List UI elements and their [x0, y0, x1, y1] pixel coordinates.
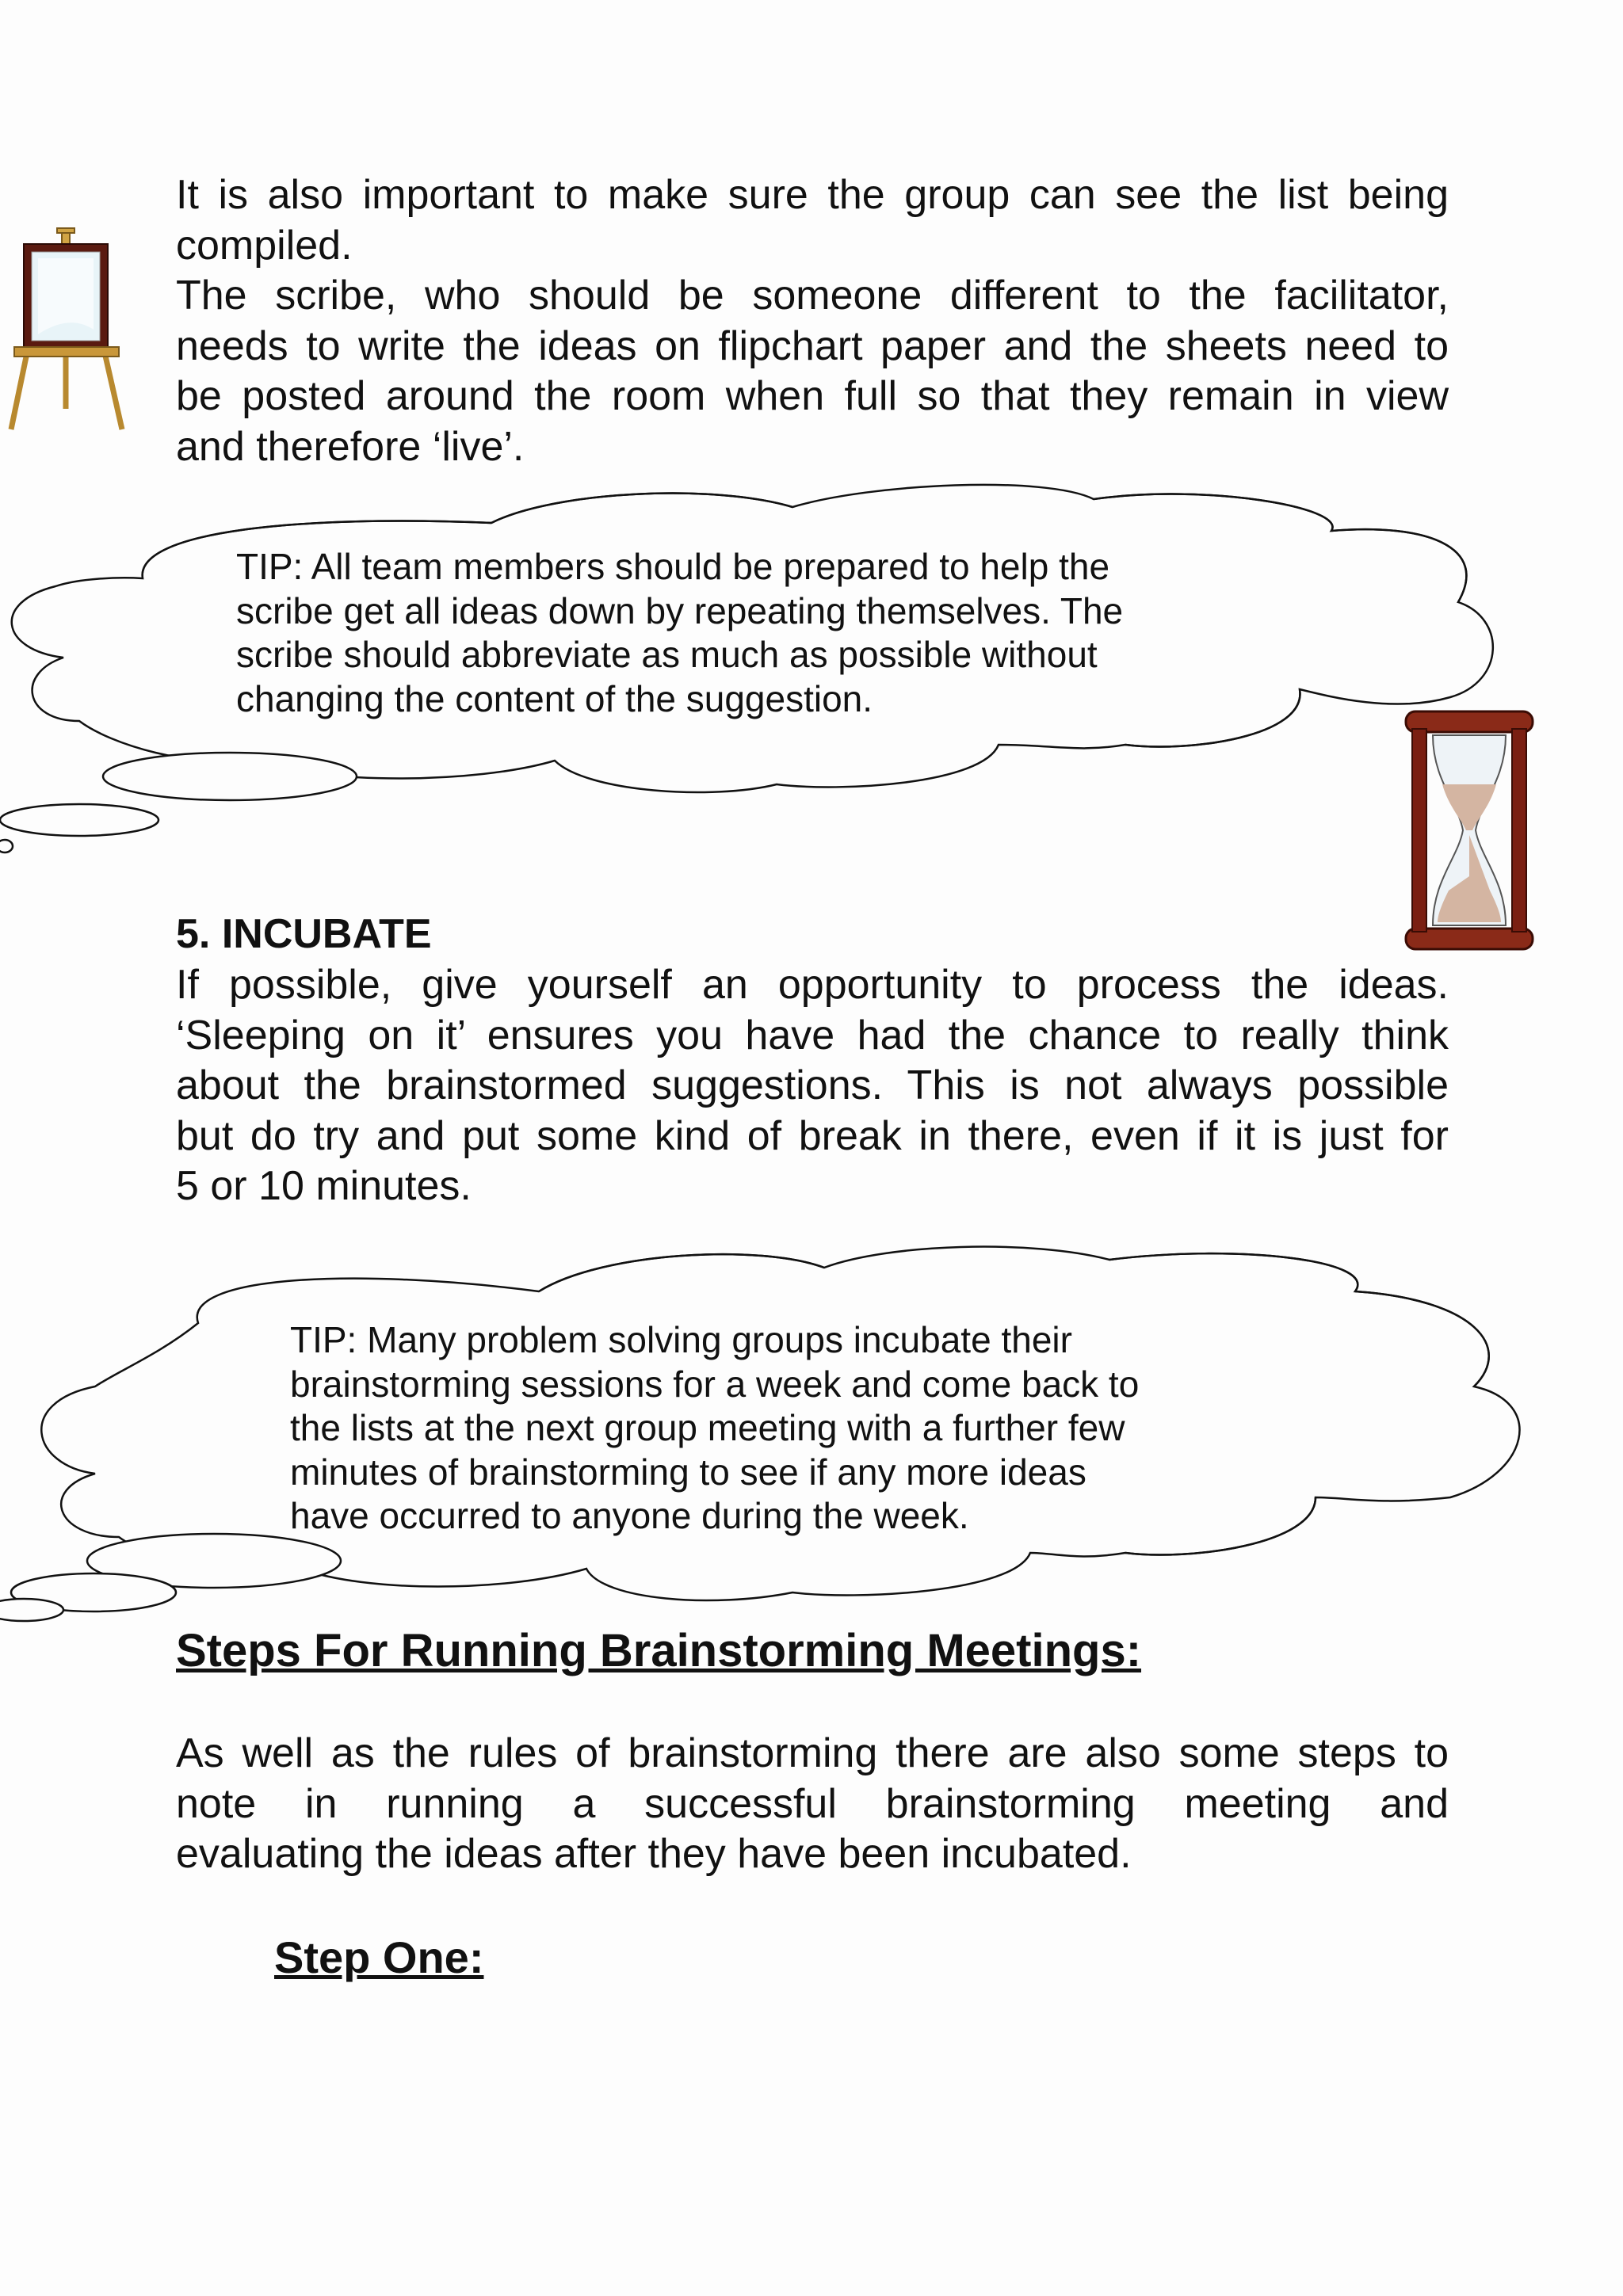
text-line: be posted around the room when full so that they remain in view [176, 373, 1449, 419]
text-line: the lists at the next group meeting with a further few [290, 1407, 1125, 1448]
text-line: TIP: Many problem solving groups incubate their [290, 1319, 1072, 1360]
text-line: scribe get all ideas down by repeating themselves. The [236, 589, 1124, 631]
text-line: minutes of brainstorming to see if any more ideas [290, 1451, 1086, 1493]
text-line: and therefore ‘live’. [176, 423, 525, 470]
tip-text-1 [236, 545, 1123, 721]
text-line: note in running a successful brainstorming meeting and [176, 1780, 1449, 1827]
text-line: As well as the rules of brainstorming there are also some steps to [176, 1730, 1449, 1776]
step-one-heading: Step One: [274, 1932, 484, 1982]
text-line: 5 or 10 minutes. [176, 1163, 472, 1209]
flipchart-easel-icon [6, 227, 125, 433]
text-line: changing the content of the suggestion. [236, 677, 873, 719]
hourglass-icon [1401, 708, 1537, 952]
intro-paragraph [176, 170, 1449, 472]
text-line: TIP: All team members should be prepared to help the [236, 546, 1110, 587]
text-line: If possible, give yourself an opportunity to process the ideas. [176, 962, 1449, 1008]
steps-intro-paragraph [176, 1729, 1449, 1880]
text-line: about the brainstormed suggestions. This is not always possible [176, 1062, 1449, 1108]
text-line: but do try and put some kind of break in there, even if it is just for [176, 1112, 1449, 1159]
section-heading-steps: Steps For Running Brainstorming Meetings: [176, 1625, 1142, 1676]
incubate-paragraph [176, 960, 1449, 1212]
text-line: compiled. [176, 222, 353, 269]
text-line: The scribe, who should be someone different to the facilitator, [176, 273, 1449, 318]
text-line: evaluating the ideas after they have been incubated. [176, 1831, 1132, 1877]
text-line: It is also important to make sure the group can see the list being [176, 172, 1449, 218]
text-line: have occurred to anyone during the week. [290, 1495, 969, 1536]
tip-text-2 [290, 1318, 1139, 1539]
text-line: brainstorming sessions for a week and come back to [290, 1363, 1140, 1405]
text-line: ‘Sleeping on it’ ensures you have had the chance to really think [176, 1012, 1449, 1058]
text-line: needs to write the ideas on flipchart paper and the sheets need to [176, 322, 1449, 369]
text-line: scribe should abbreviate as much as possible without [236, 634, 1098, 675]
section-heading-incubate: 5. INCUBATE [176, 911, 432, 957]
